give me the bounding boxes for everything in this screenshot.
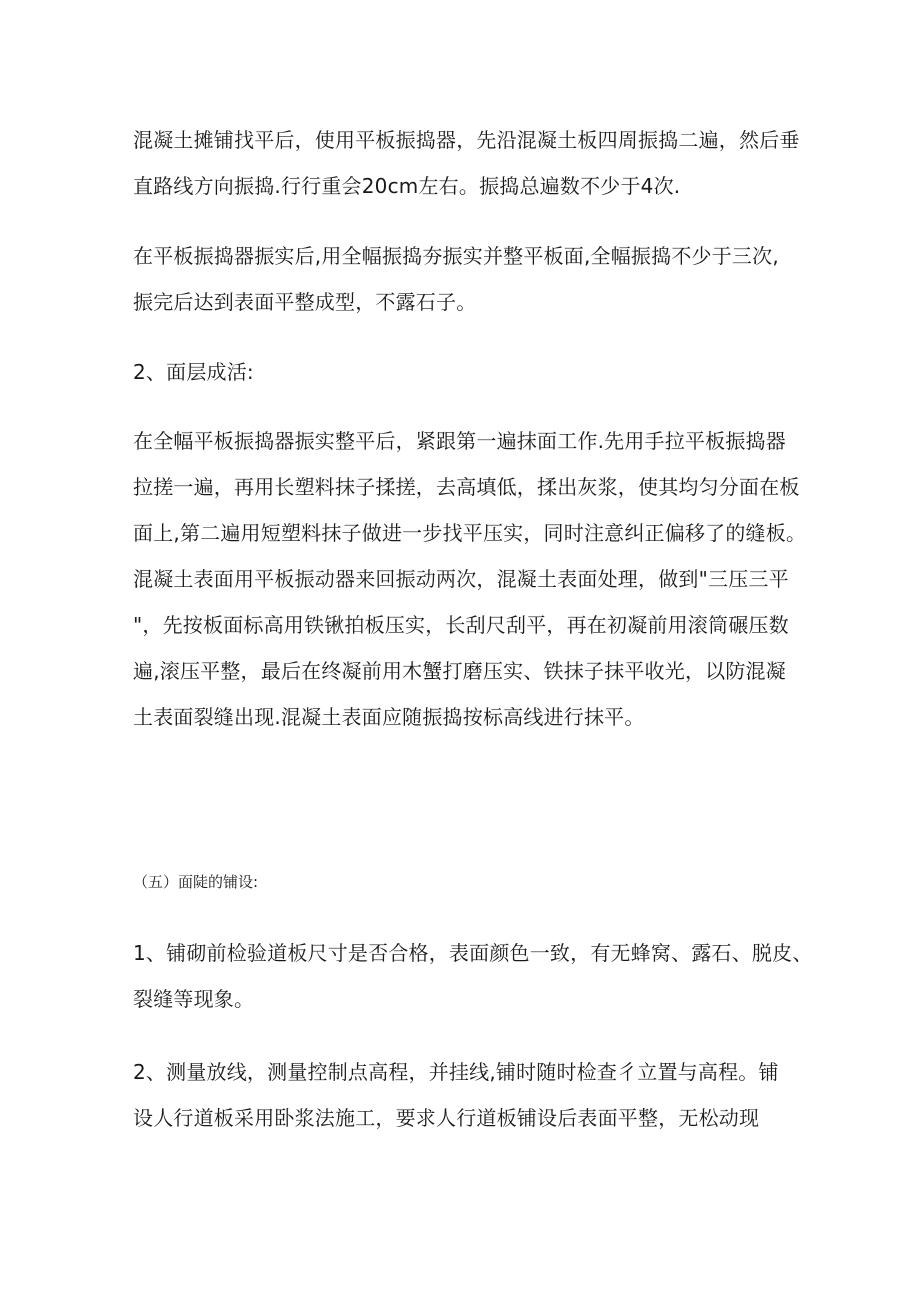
text-line: 混凝土摊铺找平后，使用平板振捣器，先沿混凝土板四周振捣二遍，然后垂: [133, 128, 800, 152]
subheading-surface-finishing: [133, 349, 803, 395]
text-line: 在平板振捣器振实后,用全幅振捣夯振实并整平板面,全幅振捣不少于三次,: [133, 244, 779, 268]
paragraph-paving-vibration: [133, 117, 803, 209]
text-line: 直路线方向振捣.行行重会20cm左右。振捣总遍数不少于4次.: [133, 174, 681, 198]
paragraph-surface-finishing: [133, 418, 807, 740]
text-line: 2、面层成活:: [133, 360, 254, 384]
text-line: 遍,滚压平整，最后在终凝前用木蟹打磨压实、铁抹子抹平收光，以防混凝: [133, 659, 786, 683]
text-line: 1、铺砌前检验道板尺寸是否合格，表面颜色一致，有无蜂窝、露石、脱皮、: [133, 941, 813, 965]
text-line: 面上,第二遍用短塑料抹子做进一步找平压实，同时注意纠正偏移了的缝板。: [133, 521, 807, 545]
text-line: 拉搓一遍，再用长塑料抹子揉搓，去高填低，揉出灰浆，使其均匀分面在板: [133, 475, 800, 499]
paragraph-board-inspection: [133, 930, 813, 1022]
text-line: 设人行道板采用卧浆法施工，要求人行道板铺设后表面平整，无松动现: [133, 1106, 760, 1130]
section-heading: （五）面陡的铺设:: [133, 873, 259, 891]
text-line: 2、测量放线，测量控制点高程，并挂线,铺时随时检查彳立置与高程。铺: [133, 1060, 779, 1084]
text-line: 在全幅平板振捣器振实整平后，紧跟第一遍抹面工作.先用手拉平板振捣器: [133, 429, 786, 453]
text-line: 土表面裂缝出现.混凝土表面应随振捣按标高线进行抹平。: [133, 705, 645, 729]
paragraph-survey-layout: [133, 1049, 803, 1141]
text-line: 振完后达到表面平整成型，不露石子。: [133, 290, 477, 314]
text-line: 混凝土表面用平板振动器来回振动两次，混凝土表面处理，做到"三压三平: [133, 567, 789, 591]
paragraph-full-width-vibration: [133, 233, 803, 325]
text-line: 裂缝等现象。: [133, 987, 255, 1011]
text-line: "，先按板面标高用铁锹拍板压实，长刮尺刮平，再在初凝前用滚筒碾压数: [133, 613, 789, 637]
